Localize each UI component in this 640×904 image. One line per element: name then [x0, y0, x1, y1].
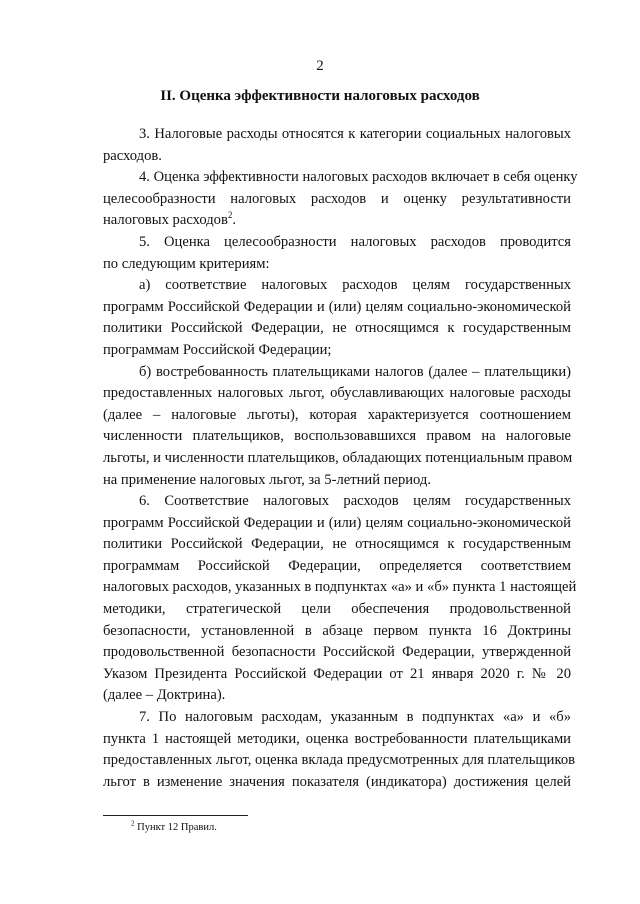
text-line-content: льгот в изменение значения показателя (индикатора) достижения целей [103, 773, 571, 790]
text-line [103, 426, 571, 448]
text-line [103, 707, 571, 729]
text-line-content: политики Российской Федерации, не относящимся к государственным [103, 320, 571, 337]
text-line-content: методики, стратегической цели обеспечения продовольственной [103, 601, 571, 618]
text-line-content: программам Российской Федерации, определяется соответствием [103, 557, 571, 574]
text-line [103, 297, 571, 319]
text-line [103, 340, 571, 362]
text-line-suffix: . [232, 212, 237, 229]
text-line-content: численности плательщиков, воспользовавшихся правом на налоговые [103, 428, 571, 445]
text-line [103, 383, 571, 405]
text-line [103, 556, 571, 578]
text-line [103, 729, 571, 751]
text-line [103, 210, 571, 232]
text-line [103, 232, 571, 254]
text-line-content: а) соответствие налоговых расходов целям государственных [139, 277, 571, 294]
text-line-content: целесообразности налоговых расходов и оценку результативности [103, 190, 571, 207]
text-line-content: налоговых расходов [103, 212, 228, 229]
text-line-content: программам Российской Федерации; [103, 341, 332, 358]
text-line-content: льготы, и численности плательщиков, обладающих потенциальным правом [103, 449, 573, 466]
text-line-content: предоставленных налоговых льгот, обуславливающих налоговые расходы [103, 385, 571, 402]
text-line-content: 5. Оценка целесообразности налоговых расходов проводится [139, 233, 571, 250]
text-line [103, 621, 571, 643]
text-line [103, 772, 571, 794]
text-line [103, 513, 571, 535]
text-line-content: (далее – налоговые льготы), которая характеризуется соотношением [103, 406, 571, 423]
text-line-content: на применение налоговых льгот, за 5-летний период. [103, 471, 432, 488]
text-line-content: расходов. [103, 147, 162, 164]
text-line [103, 146, 571, 168]
footnote-divider [103, 815, 248, 816]
text-line [103, 642, 571, 664]
text-line [103, 362, 571, 384]
text-line-content: безопасности, установленной в абзаце первом пункта 16 Доктрины [103, 622, 571, 639]
footnote-marker: 2 [131, 819, 135, 828]
text-line [103, 318, 571, 340]
text-line [103, 599, 571, 621]
text-line [103, 124, 571, 146]
footnote [131, 819, 217, 833]
text-line-content: 7. По налоговым расходам, указанным в подпунктах «а» и «б» [139, 709, 571, 726]
text-line-content: налоговых расходов, указанных в подпунктах «а» и «б» пункта 1 настоящей [103, 579, 577, 596]
text-line-content: предоставленных льгот, оценка вклада предусмотренных для плательщиков [103, 752, 576, 769]
text-line [103, 470, 571, 492]
text-line [103, 534, 571, 556]
text-line [103, 405, 571, 427]
text-line-content: программ Российской Федерации и (или) целям социально-экономической [103, 514, 571, 531]
text-line [103, 750, 576, 772]
text-line [103, 275, 571, 297]
text-line [103, 189, 571, 211]
text-line [103, 491, 571, 513]
text-line [103, 254, 571, 276]
text-line-content: (далее – Доктрина). [103, 687, 226, 704]
text-line-content: продовольственной безопасности Российской Федерации, утвержденной [103, 644, 571, 661]
text-line [103, 448, 571, 470]
text-line-content: 6. Соответствие налоговых расходов целям государственных [139, 493, 571, 510]
text-line [103, 577, 577, 599]
text-line-content: 4. Оценка эффективности налоговых расходов включает в себя оценку [139, 169, 578, 186]
text-line-content: Указом Президента Российской Федерации от 21 января 2020 г. № 20 [103, 665, 571, 682]
footnote-text: Пункт 12 Правил. [134, 822, 217, 833]
text-line-content: программ Российской Федерации и (или) целям социально-экономической [103, 298, 571, 315]
body-text [103, 124, 578, 793]
text-line-content: б) востребованность плательщиками налогов (далее – плательщики) [139, 363, 571, 380]
text-line [103, 685, 571, 707]
text-line-content: по следующим критериям: [103, 255, 270, 272]
footnote-reference: 2 [227, 210, 233, 221]
section-title: II. Оценка эффективности налоговых расходов [160, 88, 480, 104]
text-line [103, 664, 571, 686]
page-number: 2 [316, 58, 324, 74]
text-line-content: 3. Налоговые расходы относятся к категории социальных налоговых [139, 126, 571, 142]
text-line [103, 167, 578, 189]
text-line-content: политики Российской Федерации, не относящимся к государственным [103, 536, 571, 553]
text-line-content: пункта 1 настоящей методики, оценка востребованности плательщиками [103, 730, 571, 747]
